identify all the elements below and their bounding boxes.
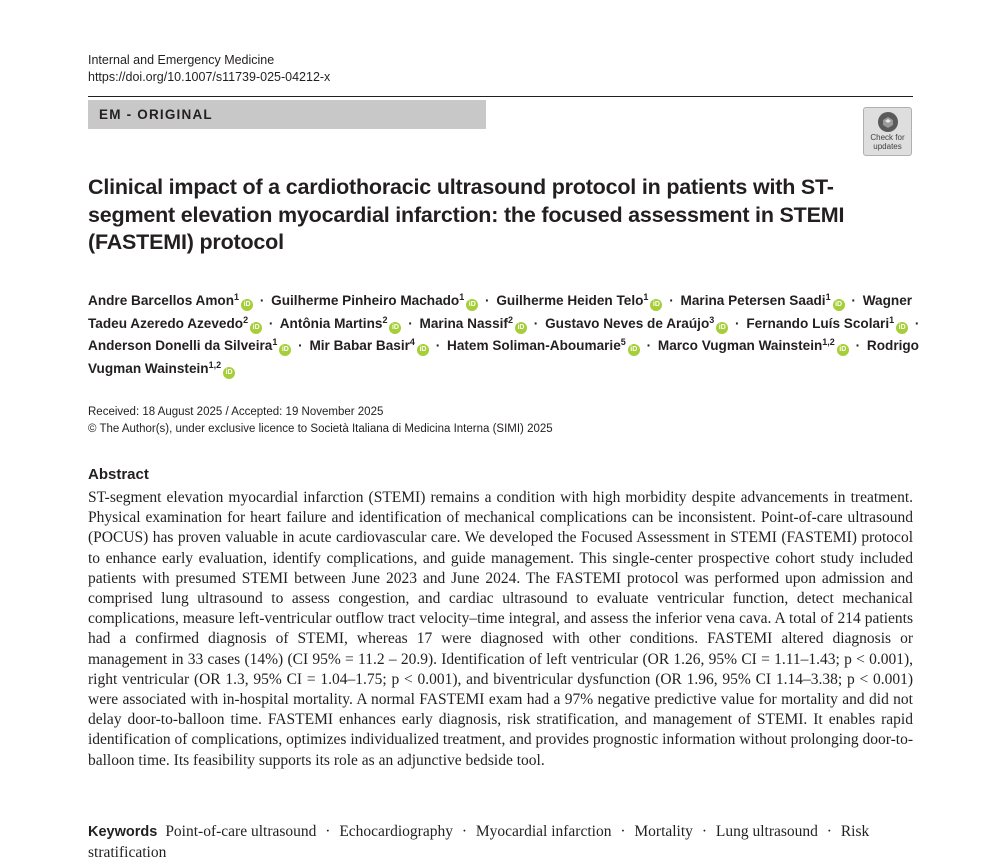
- orcid-icon[interactable]: iD: [279, 344, 291, 356]
- author-separator: ·: [268, 315, 274, 331]
- keyword-separator: ·: [620, 823, 626, 840]
- author-affiliation: 1: [459, 292, 465, 302]
- keyword: Myocardial infarction: [475, 823, 612, 840]
- keywords: [88, 822, 913, 863]
- author-separator: ·: [646, 338, 652, 353]
- author-name[interactable]: Rodrigo Vugman Wainstein: [88, 338, 919, 376]
- check-for-updates-icon: [877, 111, 899, 133]
- author-name[interactable]: Fernando Luís Scolari: [746, 315, 890, 331]
- check-updates-line2: updates: [873, 141, 902, 151]
- author-separator: ·: [533, 315, 539, 331]
- journal-header: [88, 52, 330, 86]
- orcid-icon[interactable]: iD: [837, 344, 849, 356]
- author-name[interactable]: Marina Nassif: [419, 315, 508, 331]
- orcid-icon[interactable]: iD: [223, 367, 235, 379]
- author-separator: ·: [851, 293, 856, 308]
- keyword: Lung ultrasound: [715, 823, 818, 840]
- author: [88, 338, 291, 353]
- orcid-icon[interactable]: iD: [833, 299, 845, 311]
- article-dates: [88, 404, 553, 437]
- author-affiliation: 1,2: [208, 359, 222, 370]
- header-rule: [88, 96, 913, 97]
- author-separator: ·: [669, 293, 674, 308]
- author-name[interactable]: Andre Barcellos Amon: [88, 293, 235, 308]
- author-affiliation: 2: [243, 314, 249, 325]
- orcid-icon[interactable]: iD: [896, 322, 908, 334]
- author-affiliation: 4: [409, 337, 415, 347]
- orcid-icon[interactable]: iD: [250, 322, 262, 334]
- author-separator: ·: [408, 315, 413, 331]
- author-affiliation: 1: [234, 292, 240, 302]
- author: [447, 338, 640, 353]
- author-name[interactable]: Marina Petersen Saadi: [680, 293, 826, 308]
- author-name[interactable]: Guilherme Pinheiro Machado: [271, 293, 460, 308]
- copyright-line: © The Author(s), under exclusive licence to Società Italiana di Medicina Interna (SIMI) 2025: [88, 422, 553, 435]
- author-name[interactable]: Mir Babar Basir: [309, 338, 410, 353]
- author: [496, 293, 662, 308]
- orcid-icon[interactable]: iD: [716, 322, 728, 334]
- author-affiliation: 1: [825, 292, 831, 302]
- author-name[interactable]: Hatem Soliman-Aboumarie: [447, 338, 621, 353]
- author-affiliation: 1: [889, 314, 895, 325]
- author-name[interactable]: Marco Vugman Wainstein: [657, 338, 823, 353]
- abstract-heading: Abstract: [88, 466, 149, 483]
- author: [545, 316, 728, 331]
- author-affiliation: 5: [620, 337, 626, 347]
- author-name[interactable]: Anderson Donelli da Silveira: [88, 338, 273, 353]
- keyword: Echocardiography: [339, 823, 453, 840]
- keywords-list: [88, 823, 869, 861]
- author: [309, 338, 429, 353]
- article-title: Clinical impact of a cardiothoracic ultrasound protocol in patients with ST-segment elevation myocardial infarction: the focused assessment in STEMI (FASTEMI) protocol: [88, 175, 845, 254]
- keyword-separator: ·: [461, 823, 467, 840]
- author-name[interactable]: Guilherme Heiden Telo: [496, 293, 644, 308]
- author-affiliation: 1: [272, 337, 278, 347]
- author-separator: ·: [914, 315, 920, 331]
- author-separator: ·: [435, 338, 441, 353]
- author-separator: ·: [298, 338, 303, 353]
- author: [746, 316, 908, 331]
- keyword-separator: ·: [826, 823, 832, 840]
- author-affiliation: 3: [709, 314, 715, 325]
- author: [658, 338, 849, 353]
- orcid-icon[interactable]: iD: [417, 344, 429, 356]
- author-name[interactable]: Gustavo Neves de Araújo: [545, 315, 710, 331]
- author-name[interactable]: Antônia Martins: [279, 315, 383, 331]
- abstract-text: ST-segment elevation myocardial infarction (STEMI) remains a condition with high morbidity despite advancements in treatment. Physical examination for heart failure and identification of mechanical complications can be inconsistent. Point-of-care ultrasound (POCUS) has proven valuable in acute cardiovascular care. We developed the Focused Assessment in STEMI (FASTEMI) protocol to enhance early evaluation, identify complications, and guide management. This single-center prospective cohort study included patients with presumed STEMI between June 2023 and June 2024. The FASTEMI protocol was performed upon admission and comprised lung ultrasound to assess congestion, and cardiac ultrasound to evaluate ventricular function, detect mechanical complications, measure left-ventricular outflow tract velocity–time integral, and assess the inferior vena cava. A total of 214 patients had a confirmed diagnosis of STEMI, whereas 17 were diagnosed with other conditions. FASTEMI altered diagnosis or management in 33 cases (14%) (CI 95% = 11.2 – 20.9). Identification of left ventricular (OR 1.26, 95% CI = 1.11–1.43; p < 0.001), right ventricular (OR 1.3, 95% CI = 1.04–1.75; p < 0.001), and biventricular dysfunction (OR 1.96, 95% CI 1.14–3.38; p < 0.001) were associated with in-hospital mortality. A normal FASTEMI exam had a 97% negative predictive value for mortality and did not delay door-to-balloon time. FASTEMI enhances early diagnosis, risk stratification, and management of STEMI. It enables rapid identification of complications, optimizes individualized treatment, and provides prognostic information without prolonging door-to-balloon time. Its feasibility supports its role as an adjunctive bedside tool.: [88, 489, 913, 769]
- author: [271, 293, 478, 308]
- orcid-icon[interactable]: iD: [389, 322, 401, 334]
- author: [681, 293, 845, 308]
- doi-link[interactable]: https://doi.org/10.1007/s11739-025-04212-x: [88, 70, 331, 84]
- check-for-updates-button[interactable]: [863, 107, 912, 156]
- author-separator: ·: [735, 315, 740, 331]
- author-affiliation: 1,2: [822, 337, 835, 347]
- author: [280, 316, 402, 331]
- section-label: EM - ORIGINAL: [88, 100, 486, 129]
- author-list: [88, 290, 928, 380]
- keyword: Mortality: [634, 823, 693, 840]
- author: [420, 316, 527, 331]
- author-separator: ·: [485, 293, 490, 308]
- author: [88, 293, 253, 308]
- orcid-icon[interactable]: iD: [515, 322, 527, 334]
- keyword: Point-of-care ultrasound: [165, 823, 317, 840]
- orcid-icon[interactable]: iD: [241, 299, 253, 311]
- received-accepted: Received: 18 August 2025 / Accepted: 19 November 2025: [88, 406, 384, 418]
- orcid-icon[interactable]: iD: [628, 344, 640, 356]
- keyword: Risk stratification: [88, 823, 870, 861]
- author-affiliation: 2: [507, 314, 513, 325]
- author-affiliation: 1: [643, 292, 649, 302]
- author-affiliation: 2: [382, 314, 388, 325]
- author-name[interactable]: Wagner Tadeu Azeredo Azevedo: [88, 293, 913, 331]
- keyword-separator: ·: [325, 823, 331, 840]
- author-separator: ·: [259, 293, 265, 308]
- orcid-icon[interactable]: iD: [650, 299, 662, 311]
- check-updates-line1: Check for: [870, 133, 905, 142]
- keyword-separator: ·: [701, 823, 707, 840]
- orcid-icon[interactable]: iD: [466, 299, 478, 311]
- author-separator: ·: [855, 338, 861, 353]
- journal-name: Internal and Emergency Medicine: [88, 53, 275, 67]
- keywords-label: Keywords: [88, 824, 158, 840]
